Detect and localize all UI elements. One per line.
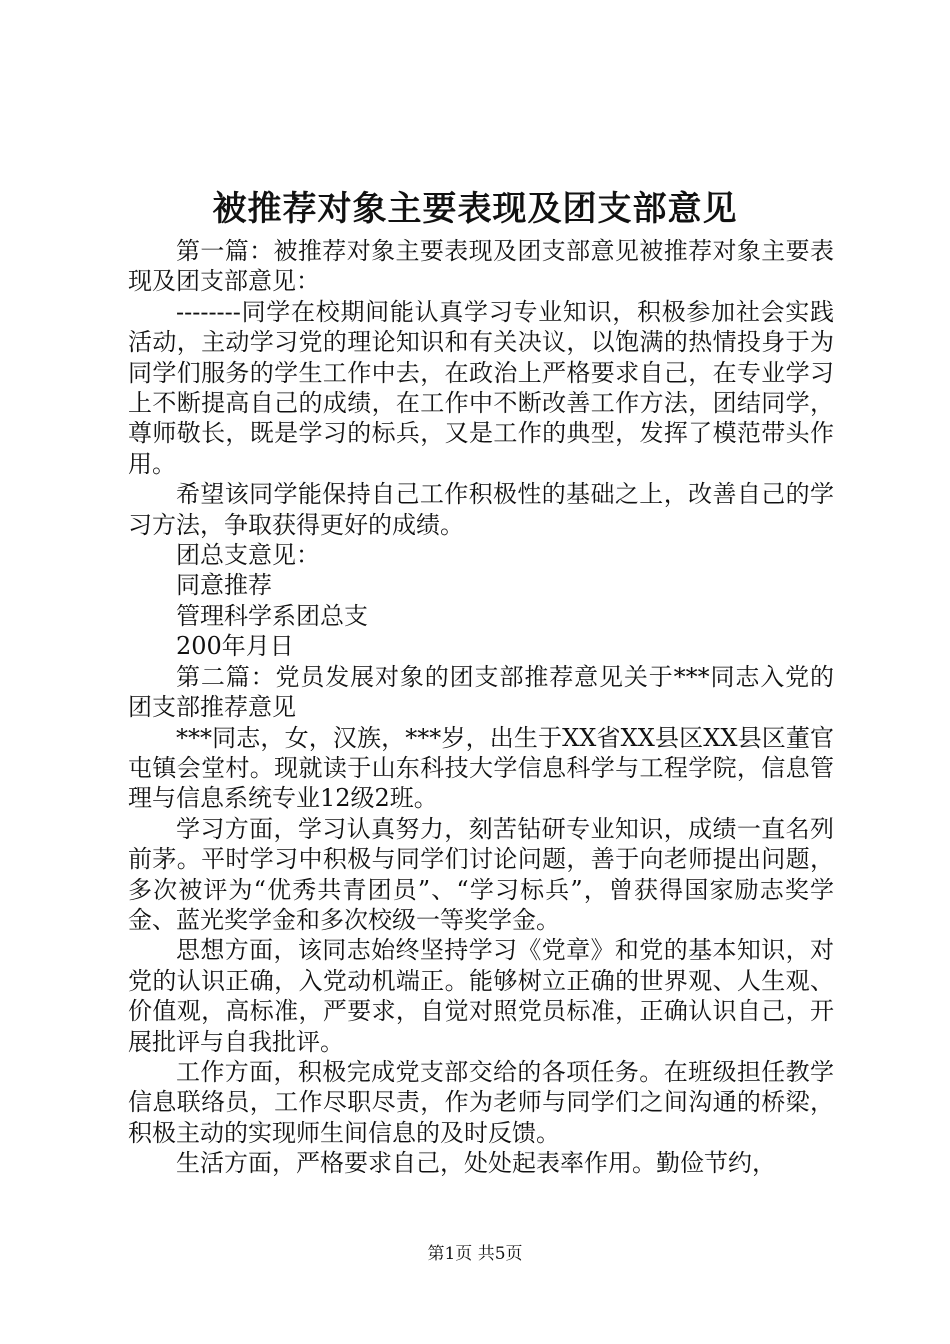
document-body [128,236,834,1179]
paragraph: 思想方面，该同志始终坚持学习《党章》和党的基本知识，对党的认识正确，入党动机端正。能够树立正确的世界观、人生观、价值观，高标准，严要求，自觉对照党员标准，正确认识自己，开展批评与自我批评。 [128,936,834,1056]
paragraph: 学习方面，学习认真努力，刻苦钻研专业知识，成绩一直名列前茅。平时学习中积极与同学们讨论问题，善于向老师提出问题，多次被评为“优秀共青团员”、“学习标兵”，曾获得国家励志奖学金、蓝光奖学金和多次校级一等奖学金。 [128,814,834,934]
paragraph: 团总支意见： [176,541,320,570]
paragraph: 同意推荐 [176,571,272,600]
paragraph: 第一篇：被推荐对象主要表现及团支部意见被推荐对象主要表现及团支部意见： [128,237,834,296]
paragraph: 工作方面，积极完成党支部交给的各项任务。在班级担任教学信息联络员，工作尽职尽责，作为老师与同学们之间沟通的桥梁，积极主动的实现师生间信息的及时反馈。 [128,1057,834,1147]
paragraph: 生活方面，严格要求自己，处处起表率作用。勤俭节约， [176,1149,776,1178]
paragraph: 管理科学系团总支 [176,601,368,630]
paragraph: ***同志，女，汉族，***岁，出生于XX省XX县区XX县区董官屯镇会堂村。现就读于山东科技大学信息科学与工程学院，信息管理与信息系统专业12级2班。 [128,723,834,813]
paragraph: 第二篇：党员发展对象的团支部推荐意见关于***同志入党的团支部推荐意见 [128,662,834,722]
page-footer: 第1页 共5页 [427,1244,523,1264]
paragraph: --------同学在校期间能认真学习专业知识，积极参加社会实践活动，主动学习党的理论知识和有关决议，以饱满的热情投身于为同学们服务的学生工作中去，在政治上严格要求自己，在专业学习上不断提高自己的成绩，在工作中不断改善工作方法，团结同学，尊师敬长，既是学习的标兵，又是工作的典型，发挥了模范带头作用。 [128,297,834,478]
document-title: 被推荐对象主要表现及团支部意见 [212,189,738,229]
paragraph: 希望该同学能保持自己工作积极性的基础之上，改善自己的学习方法，争取获得更好的成绩。 [128,480,834,539]
paragraph: 200年月日 [176,632,294,661]
